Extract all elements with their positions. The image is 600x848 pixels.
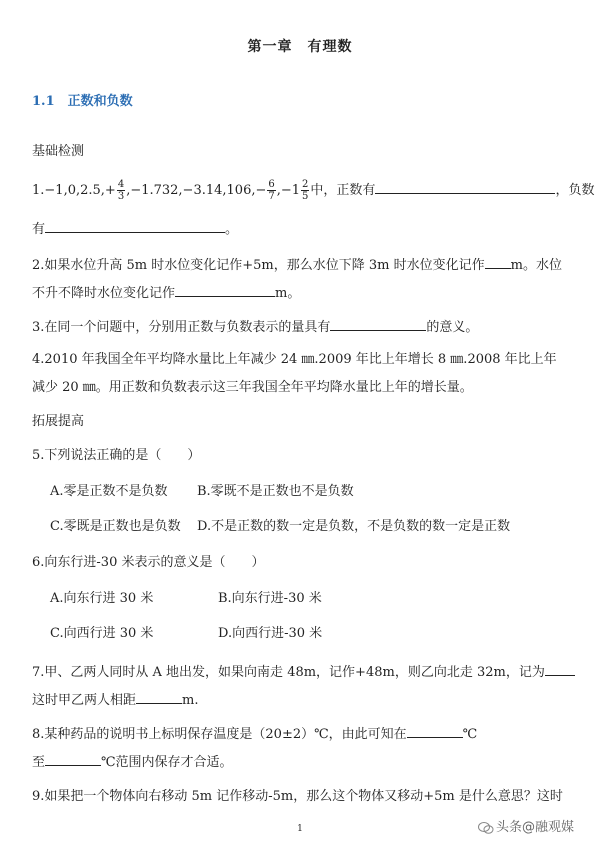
fraction: $\frac{2}{5}$ xyxy=(302,179,309,202)
q6-option-b[interactable]: B.向东行进-30 米 xyxy=(218,591,322,606)
question-1-line-2: 有 。 xyxy=(32,222,239,237)
question-6-stem: 6.向东行进-30 米表示的意义是（ ） xyxy=(32,555,265,570)
question-2-line-1: 2.如果水位升高 5m 时水位变化记作+5m，那么水位下降 3m 时水位变化记作 m。水位 xyxy=(32,258,562,273)
question-3: 3.在同一个问题中，分别用正数与负数表示的量具有 的意义。 xyxy=(32,320,479,335)
answer-blank[interactable] xyxy=(485,256,511,269)
question-2-line-2: 不升不降时水位变化记作 m。 xyxy=(32,286,301,301)
page-number: 1 xyxy=(297,824,303,834)
question-4-line-2: 减少 20 ㎜。用正数和负数表示这三年我国全年平均降水量比上年的增长量。 xyxy=(32,380,473,395)
answer-blank[interactable] xyxy=(45,753,101,766)
answer-blank[interactable] xyxy=(375,181,555,194)
fraction: $\frac{4}{3}$ xyxy=(117,179,125,202)
chapter-title: 第一章 有理数 xyxy=(247,39,353,55)
q5-option-b[interactable]: B.零既不是正数也不是负数 xyxy=(197,484,354,499)
q6-option-a[interactable]: A.向东行进 30 米 xyxy=(50,591,154,606)
answer-blank[interactable] xyxy=(407,725,463,738)
chat-bubble-icon xyxy=(478,821,494,835)
q5-option-c[interactable]: C.零既是正数也是负数 xyxy=(50,519,181,534)
extend-heading: 拓展提高 xyxy=(32,414,85,429)
question-5-stem: 5.下列说法正确的是（ ） xyxy=(32,448,201,463)
question-7-line-1: 7.甲、乙两人同时从 A 地出发，如果向南走 48m，记作+48m，则乙向北走 32m，记为 xyxy=(32,663,575,681)
q6-option-d[interactable]: D.向西行进-30 米 xyxy=(218,626,323,641)
answer-blank[interactable] xyxy=(545,663,575,676)
question-1-line-1: 1.−1,0,2.5,+ $\frac{4}{3}$ ,−1.732,−3.14,106,− $\frac{6}{7}$ ,−1 $\frac{2}{5}$ 中，正数有 ，负数 xyxy=(32,179,595,202)
question-7-line-2: 这时甲乙两人相距 m. xyxy=(32,693,199,708)
question-8-line-2: 至 ℃范围内保存才合适。 xyxy=(32,755,233,770)
basic-heading: 基础检测 xyxy=(32,144,85,159)
answer-blank[interactable] xyxy=(330,318,426,331)
q5-option-d[interactable]: D.不是正数的数一定是负数，不是负数的数一定是正数 xyxy=(197,519,511,534)
answer-blank[interactable] xyxy=(136,691,182,704)
q6-option-c[interactable]: C.向西行进 30 米 xyxy=(50,626,154,641)
fraction: $\frac{6}{7}$ xyxy=(268,179,275,202)
question-8-line-1: 8.某种药品的说明书上标明保存温度是（20±2）℃，由此可知在 ℃ xyxy=(32,727,478,742)
answer-blank[interactable] xyxy=(45,220,225,233)
question-9-line-1: 9.如果把一个物体向右移动 5m 记作移动-5m，那么这个物体又移动+5m 是什么意思？这时 xyxy=(32,789,563,804)
watermark: 头条@融观媒 xyxy=(478,816,574,835)
answer-blank[interactable] xyxy=(175,284,275,297)
question-4-line-1: 4.2010 年我国全年平均降水量比上年减少 24 ㎜.2009 年比上年增长 8 ㎜.2008 年比上年 xyxy=(32,352,557,367)
section-heading: 1.1 正数和负数 xyxy=(32,94,133,109)
q5-option-a[interactable]: A.零是正数不是负数 xyxy=(50,484,168,499)
